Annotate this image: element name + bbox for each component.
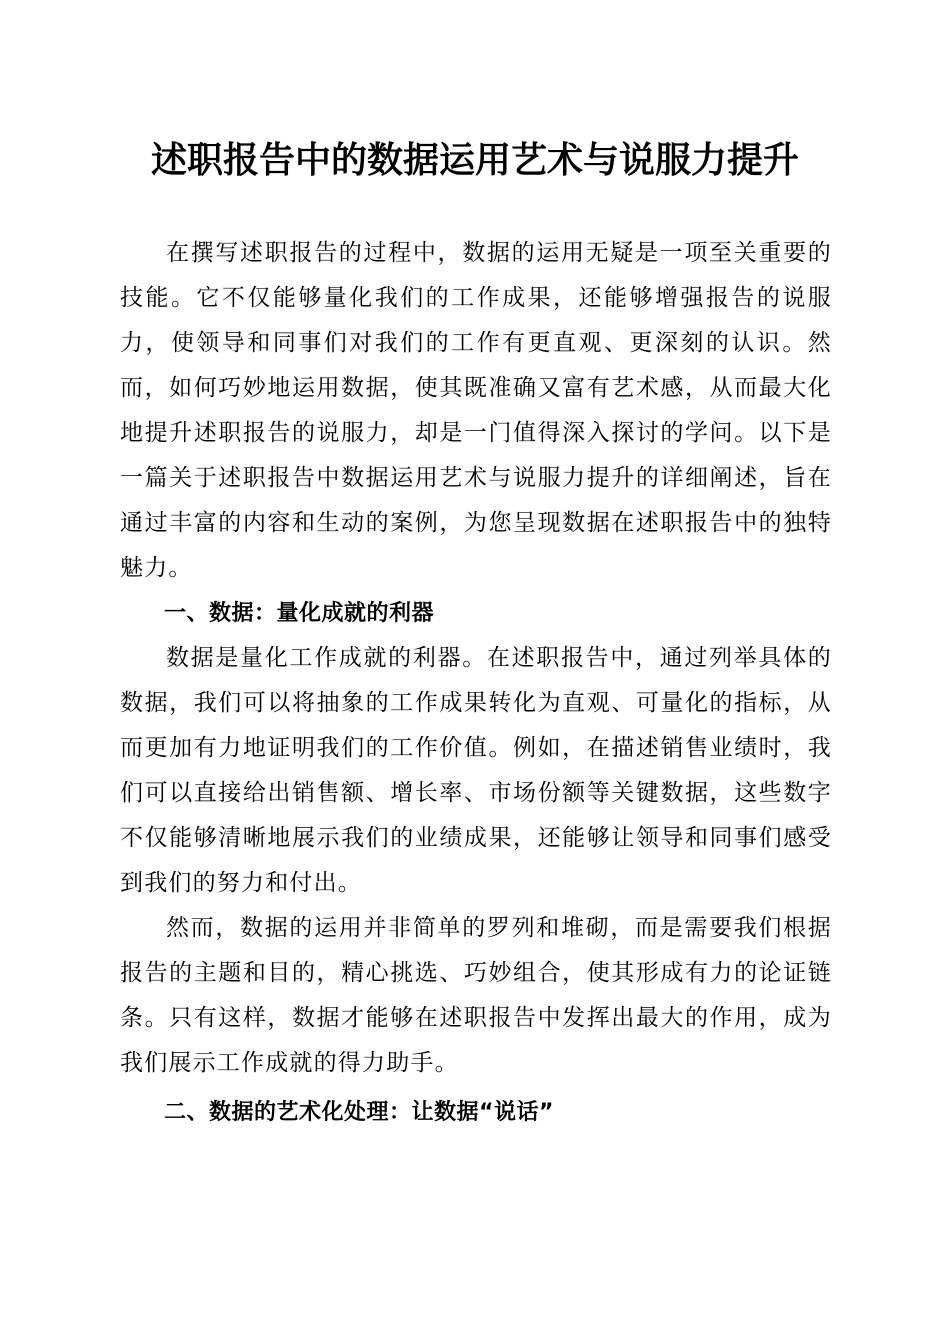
section-heading-1: 一、数据：量化成就的利器 bbox=[164, 601, 435, 626]
section-heading-2: 二、数据的艺术化处理：让数据“说话” bbox=[164, 1100, 554, 1125]
document-body bbox=[120, 231, 832, 1135]
intro-paragraph: 在撰写述职报告的过程中，数据的运用无疑是一项至关重要的技能。它不仅能够量化我们的工作成果，还能够增强报告的说服力，使领导和同事们对我们的工作有更直观、更深刻的认识。然而，如何巧妙地运用数据，使其既准确又富有艺术感，从而最大化地提升述职报告的说服力，却是一门值得深入探讨的学问。以下是一篇关于述职报告中数据运用艺术与说服力提升的详细阐述，旨在通过丰富的内容和生动的案例，为您呈现数据在述职报告中的独特魅力。 bbox=[120, 240, 832, 581]
document-title: 述职报告中的数据运用艺术与说服力提升 bbox=[150, 139, 799, 181]
section1-paragraph-2: 然而，数据的运用并非简单的罗列和堆砌，而是需要我们根据报告的主题和目的，精心挑选、巧妙组合，使其形成有力的论证链条。只有这样，数据才能够在述职报告中发挥出最大的作用，成为我们展示工作成就的得力助手。 bbox=[120, 915, 832, 1076]
section1-paragraph-1: 数据是量化工作成就的利器。在述职报告中，通过列举具体的数据，我们可以将抽象的工作成果转化为直观、可量化的指标，从而更加有力地证明我们的工作价值。例如，在描述销售业绩时，我们可以直接给出销售额、增长率、市场份额等关键数据，这些数字不仅能够清晰地展示我们的业绩成果，还能够让领导和同事们感受到我们的努力和付出。 bbox=[120, 645, 832, 896]
